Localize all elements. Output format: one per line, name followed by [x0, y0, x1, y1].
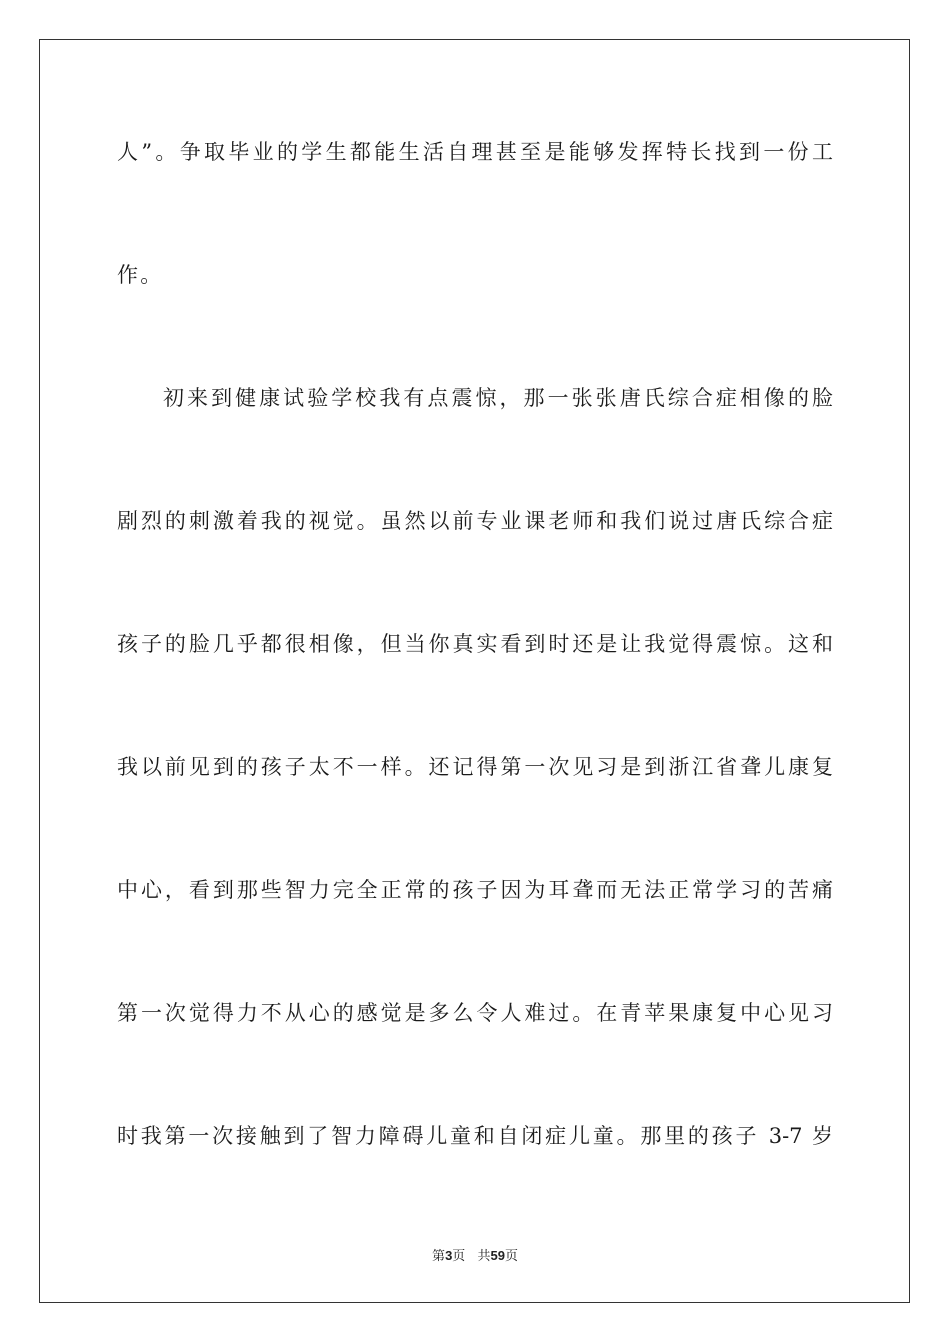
text-line-1: 人”。争取毕业的学生都能生活自理甚至是能够发挥特长找到一份工	[117, 140, 833, 164]
page-number: 3	[445, 1248, 453, 1263]
total-pages: 59	[490, 1248, 505, 1263]
text-line-6: 我以前见到的孩子太不一样。还记得第一次见习是到浙江省聋儿康复	[117, 755, 833, 779]
text-line-9: 时我第一次接触到了智力障碍儿童和自闭症儿童。那里的孩子 3-7 岁	[117, 1124, 833, 1148]
page-indicator	[432, 1249, 465, 1264]
text-line-7: 中心，看到那些智力完全正常的孩子因为耳聋而无法正常学习的苦痛	[117, 878, 833, 902]
text-line-2: 作。	[117, 263, 164, 287]
page-prefix: 第	[432, 1249, 446, 1264]
text-line-8: 第一次觉得力不从心的感觉是多么令人难过。在青苹果康复中心见习	[117, 1001, 833, 1025]
page-footer	[0, 1247, 950, 1266]
total-indicator	[477, 1249, 518, 1264]
text-line-5: 孩子的脸几乎都很相像，但当你真实看到时还是让我觉得震惊。这和	[117, 632, 833, 656]
total-suffix: 页	[504, 1249, 518, 1264]
total-prefix: 共	[477, 1249, 491, 1264]
text-line-3: 初来到健康试验学校我有点震惊，那一张张唐氏综合症相像的脸	[163, 386, 833, 410]
page-border	[39, 39, 910, 1303]
page-suffix: 页	[452, 1249, 466, 1264]
text-line-4: 剧烈的刺激着我的视觉。虽然以前专业课老师和我们说过唐氏综合症	[117, 509, 833, 533]
